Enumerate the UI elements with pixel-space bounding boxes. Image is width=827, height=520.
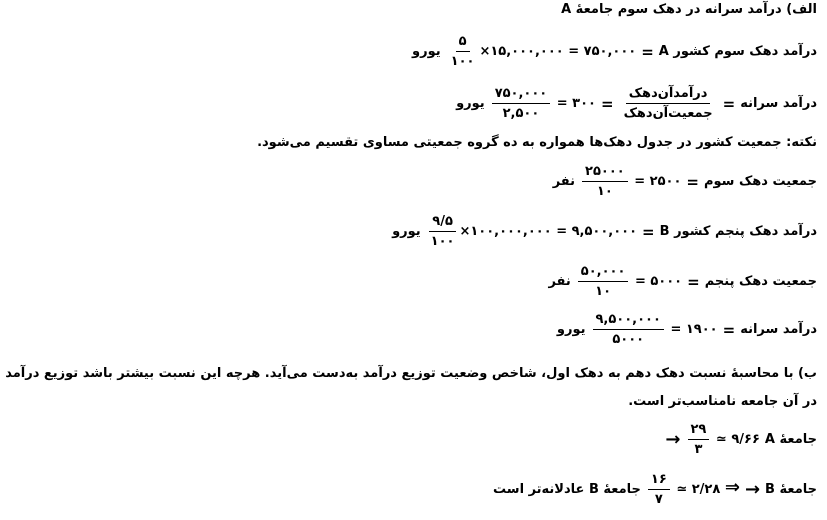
society-label: جامعهٔ A: [764, 432, 817, 447]
expression-group: [490, 86, 596, 121]
unit-label: نفر: [548, 274, 571, 289]
fraction-numerator: ۵۰,۰۰۰: [578, 264, 629, 282]
eq-lhs: درآمد دهک پنجم کشور B: [659, 224, 817, 239]
unit-label: یورو: [392, 224, 421, 239]
equals-sign: =: [641, 42, 654, 61]
result-value: = ۲۵۰۰: [634, 174, 682, 189]
fraction-denominator: ۵۰۰۰: [612, 332, 645, 347]
expression-group: [580, 164, 681, 199]
fraction-denominator: ۱۰۰: [450, 54, 475, 69]
result-value: ≃ ۲/۲۸: [676, 482, 721, 497]
eq-lhs: جمعیت دهک پنجم: [704, 274, 817, 289]
eq-income-decile5-B: [4, 214, 817, 249]
result-value: = ۵۰۰۰: [634, 274, 683, 289]
equals-sign: =: [686, 172, 699, 191]
expression-group: [426, 214, 637, 249]
fraction-numerator: ۷۵۰,۰۰۰: [492, 86, 551, 104]
fraction-denominator: ۷: [654, 492, 663, 507]
multiplier: ×۱۰۰,۰۰۰,۰۰۰: [459, 224, 552, 239]
note: [4, 135, 817, 150]
fraction-numerator: ۲۹: [688, 422, 710, 440]
unit-label: یورو: [412, 44, 441, 59]
fraction: [428, 214, 458, 249]
fraction: [448, 34, 478, 69]
fraction: [578, 264, 629, 299]
arrow-icon: →: [744, 479, 761, 500]
multiplier: ×۱۵,۰۰۰,۰۰۰: [479, 44, 564, 59]
fraction-numerator: ۵: [456, 34, 470, 52]
eq-lhs: جمعیت دهک سوم: [703, 174, 817, 189]
part-a-heading-text: الف) درآمد سرانه در دهک سوم جامعهٔ A: [561, 2, 817, 17]
arrow-icon: →: [665, 429, 681, 450]
expression-group: [576, 264, 682, 299]
part-b-paragraph: [4, 360, 817, 416]
result-value: = ۷۵۰,۰۰۰: [568, 44, 637, 59]
expression-group: [446, 34, 637, 69]
fraction-numerator: ۹,۵۰۰,۰۰۰: [593, 312, 664, 330]
equals-sign: =: [642, 222, 655, 241]
eq-population-decile3: [4, 164, 817, 199]
society-label: جامعهٔ B: [765, 482, 817, 497]
part-b-text: ب) با محاسبهٔ نسبت دهک دهم به دهک اول، شاخص وضعیت توزیع درآمد به‌دست می‌آید. هرچه این نسبت بیشتر باشد توزیع درآمد در آن جامعه نامناسب‌تر است.: [5, 366, 817, 409]
fraction: [582, 164, 628, 199]
expression-group: [686, 422, 760, 457]
ratio-society-B: [4, 472, 817, 507]
fraction-numerator: ۹/۵: [429, 214, 456, 232]
eq-per-capita-A: [4, 86, 817, 121]
unit-label: یورو: [456, 96, 485, 111]
formula-fraction: [621, 86, 716, 121]
equals-sign: =: [601, 94, 614, 113]
fraction-denominator: ۱۰۰: [430, 234, 455, 249]
equals-sign: =: [722, 320, 736, 339]
fraction-denominator: ۲,۵۰۰: [502, 106, 540, 121]
unit-label: یورو: [556, 322, 586, 337]
fraction: [648, 472, 670, 507]
eq-population-decile5: [4, 264, 817, 299]
eq-lhs: درآمد سرانه: [740, 96, 817, 111]
fraction: [593, 312, 664, 347]
eq-lhs: درآمد دهک سوم کشور A: [658, 44, 817, 59]
eq-lhs: درآمد سرانه: [740, 322, 817, 337]
equals-sign: =: [722, 94, 736, 113]
fraction-denominator: ۱۰: [596, 184, 613, 199]
value-fraction: [492, 86, 551, 121]
result-value: = ۹,۵۰۰,۰۰۰: [556, 224, 638, 239]
result-value: ≃ ۹/۶۶: [715, 432, 760, 447]
fraction-numerator: ۱۶: [648, 472, 670, 490]
expression-group: [591, 312, 718, 347]
result-value: = ۱۹۰۰: [670, 322, 718, 337]
expression-group: [646, 472, 740, 507]
conclusion-text: جامعهٔ B عادلانه‌تر است: [493, 482, 641, 497]
fraction-denominator: ۳: [694, 442, 703, 457]
fraction: [688, 422, 710, 457]
result-value: = ۳۰۰: [556, 96, 596, 111]
eq-income-decile3-A: [4, 34, 817, 69]
implies-icon: ⇒: [724, 477, 740, 498]
ratio-society-A: [4, 422, 817, 457]
fraction-denominator: جمعیت‌آن‌دهک: [623, 106, 713, 121]
unit-label: نفر: [552, 174, 576, 189]
fraction-denominator: ۱۰: [595, 284, 612, 299]
part-a-heading: [4, 2, 817, 17]
eq-per-capita-B: [4, 312, 817, 347]
equals-sign: =: [687, 272, 700, 291]
fraction-numerator: ۲۵۰۰۰: [582, 164, 628, 182]
note-text: نکته: جمعیت کشور در جدول دهک‌ها همواره به ده گروه جمعیتی مساوی تقسیم می‌شود.: [257, 135, 817, 150]
fraction-numerator: درآمدآن‌دهک: [626, 86, 711, 104]
